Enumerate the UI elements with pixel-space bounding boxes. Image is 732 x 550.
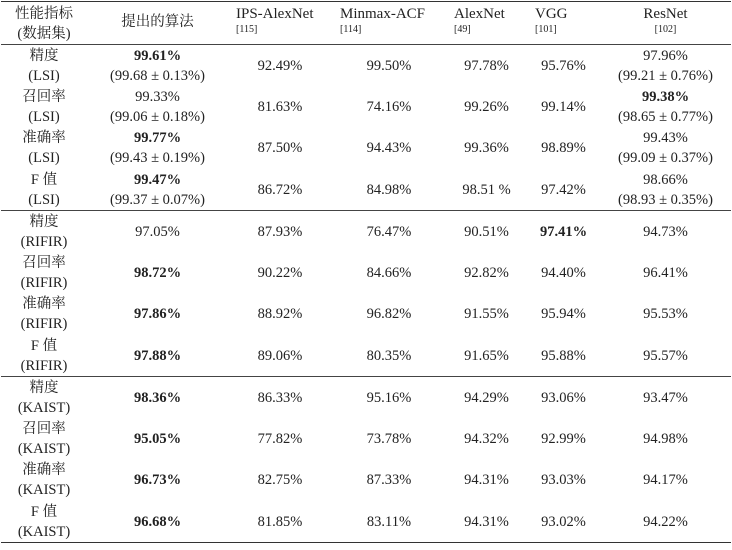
metric-cell — [1, 377, 87, 419]
method-value: 77.82% — [257, 430, 303, 447]
method-value-cell — [332, 211, 446, 253]
method-value: 94.32% — [464, 430, 509, 447]
resnet-value: 94.98% — [643, 430, 688, 447]
method-value-cell — [527, 460, 600, 502]
method-value-cell — [332, 128, 446, 170]
method-value: 82.75% — [257, 472, 303, 489]
method-value-cell — [228, 418, 332, 460]
comparison-table — [1, 1, 731, 543]
metric-label: 精度 — [29, 379, 59, 396]
method-value: 92.99% — [541, 430, 586, 447]
metric-label: 精度 — [29, 47, 59, 64]
resnet-value: 95.53% — [643, 306, 688, 323]
method-value-cell — [446, 460, 527, 502]
dataset-label: (KAIST) — [17, 399, 71, 416]
method-value-cell — [527, 501, 600, 543]
method-value-cell — [332, 501, 446, 543]
method-value: 89.06% — [257, 347, 303, 364]
table-row — [1, 45, 731, 87]
method-value-cell — [527, 211, 600, 253]
resnet-value-cell — [600, 418, 731, 460]
table-row — [1, 294, 731, 336]
resnet-value: 99.38% — [641, 88, 690, 105]
method-value-cell — [228, 211, 332, 253]
dataset-label: (RIFIR) — [20, 357, 68, 374]
dataset-label: (LSI) — [28, 191, 60, 208]
proposed-value: 98.36% — [133, 389, 182, 406]
method-value: 90.22% — [257, 264, 303, 281]
method-value: 92.82% — [464, 264, 509, 281]
method-value-cell — [446, 377, 527, 419]
metric-label: 召回率 — [22, 420, 66, 437]
method-value-cell — [527, 418, 600, 460]
method-value-cell — [527, 128, 600, 170]
header-method-2 — [446, 2, 527, 45]
header-method-ref: [115] — [236, 24, 258, 35]
metric-label: 准确率 — [22, 462, 66, 479]
resnet-value-cell — [600, 460, 731, 502]
proposed-value-cell — [87, 501, 228, 543]
metric-cell — [1, 169, 87, 211]
method-value-cell — [332, 460, 446, 502]
method-value: 81.85% — [257, 513, 303, 530]
resnet-value: 94.73% — [643, 223, 688, 240]
resnet-value-cell — [600, 335, 731, 377]
method-value-cell — [332, 252, 446, 294]
method-value: 74.16% — [366, 98, 412, 115]
header-dataset-label: (数据集) — [17, 26, 71, 42]
header-method-0 — [228, 2, 332, 45]
method-value-cell — [446, 128, 527, 170]
method-value-cell — [228, 252, 332, 294]
resnet-value-cell — [600, 45, 731, 87]
proposed-value-cell — [87, 211, 228, 253]
header-proposed — [87, 2, 228, 45]
method-value: 80.35% — [366, 347, 412, 364]
method-value-cell — [228, 501, 332, 543]
method-value-cell — [332, 294, 446, 336]
header-method-name: AlexNet — [454, 6, 505, 22]
proposed-value: 97.86% — [133, 306, 182, 323]
table-row — [1, 169, 731, 211]
header-method-name: IPS-AlexNet — [236, 6, 314, 22]
method-value: 93.02% — [541, 513, 586, 530]
metric-cell — [1, 45, 87, 87]
header-method-name: VGG — [535, 6, 568, 22]
resnet-value: 98.66% — [643, 171, 688, 188]
table-row — [1, 86, 731, 128]
header-method-ref: [49] — [454, 24, 471, 35]
method-value: 95.76% — [541, 57, 586, 74]
method-value-cell — [527, 86, 600, 128]
method-value-cell — [446, 45, 527, 87]
method-value-cell — [527, 45, 600, 87]
method-value-cell — [332, 377, 446, 419]
table-row — [1, 418, 731, 460]
method-value-cell — [332, 86, 446, 128]
method-value: 95.94% — [541, 306, 586, 323]
method-value: 87.33% — [366, 472, 412, 489]
proposed-value-cell — [87, 294, 228, 336]
metric-cell — [1, 211, 87, 253]
metric-label: 准确率 — [22, 296, 66, 313]
metric-label: 精度 — [29, 213, 59, 230]
table-row — [1, 335, 731, 377]
metric-label: 召回率 — [22, 254, 66, 271]
method-value: 95.88% — [541, 347, 586, 364]
method-value-cell — [446, 418, 527, 460]
metric-cell — [1, 501, 87, 543]
method-value-cell — [446, 86, 527, 128]
metric-cell — [1, 460, 87, 502]
proposed-value: 99.61% — [133, 47, 182, 64]
proposed-mean-std: (99.68 ± 0.13%) — [110, 67, 205, 84]
proposed-mean-std: (99.43 ± 0.19%) — [110, 150, 205, 167]
header-method-4 — [600, 2, 731, 45]
method-value-cell — [332, 335, 446, 377]
method-value: 84.98% — [366, 181, 412, 198]
resnet-value: 94.17% — [643, 472, 688, 489]
method-value: 94.31% — [464, 513, 509, 530]
dataset-label: (KAIST) — [17, 440, 71, 457]
method-value: 91.55% — [464, 306, 509, 323]
method-value: 99.36% — [464, 140, 509, 157]
table-row — [1, 377, 731, 419]
resnet-value: 95.57% — [643, 347, 688, 364]
proposed-value: 98.72% — [133, 264, 182, 281]
resnet-value-cell — [600, 294, 731, 336]
method-value-cell — [446, 252, 527, 294]
method-value: 73.78% — [366, 430, 412, 447]
proposed-mean-std: (99.37 ± 0.07%) — [110, 191, 205, 208]
method-value: 97.78% — [464, 57, 509, 74]
resnet-value: 99.43% — [643, 130, 688, 147]
method-value: 86.33% — [257, 389, 303, 406]
resnet-value-cell — [600, 86, 731, 128]
metric-cell — [1, 86, 87, 128]
metric-cell — [1, 128, 87, 170]
method-value: 98.51 % — [462, 181, 511, 198]
dataset-label: (LSI) — [28, 67, 60, 84]
header-method-name: ResNet — [643, 6, 688, 22]
metric-cell — [1, 252, 87, 294]
table-row — [1, 252, 731, 294]
resnet-mean-std: (98.65 ± 0.77%) — [618, 108, 713, 125]
method-value-cell — [527, 169, 600, 211]
method-value: 98.89% — [541, 140, 586, 157]
method-value: 91.65% — [464, 347, 509, 364]
method-value-cell — [446, 501, 527, 543]
metric-label: 准确率 — [22, 130, 66, 147]
method-value: 97.41% — [539, 223, 588, 240]
resnet-value: 93.47% — [643, 389, 688, 406]
method-value: 76.47% — [366, 223, 412, 240]
resnet-value: 94.22% — [643, 513, 688, 530]
table-header-row — [1, 2, 731, 45]
method-value-cell — [228, 169, 332, 211]
proposed-value: 95.05% — [133, 430, 182, 447]
resnet-value-cell — [600, 211, 731, 253]
header-proposed-label: 提出的算法 — [121, 14, 194, 30]
resnet-mean-std: (99.09 ± 0.37%) — [618, 150, 713, 167]
dataset-label: (RIFIR) — [20, 233, 68, 250]
dataset-label: (KAIST) — [17, 482, 71, 499]
method-value-cell — [228, 335, 332, 377]
method-value: 94.40% — [541, 264, 586, 281]
method-value-cell — [332, 418, 446, 460]
method-value-cell — [527, 335, 600, 377]
method-value-cell — [446, 335, 527, 377]
proposed-value-cell — [87, 377, 228, 419]
resnet-mean-std: (98.93 ± 0.35%) — [618, 191, 713, 208]
proposed-value: 99.33% — [135, 88, 180, 105]
proposed-value: 97.88% — [133, 347, 182, 364]
method-value-cell — [228, 128, 332, 170]
method-value: 94.31% — [464, 472, 509, 489]
resnet-value-cell — [600, 377, 731, 419]
metric-cell — [1, 294, 87, 336]
method-value-cell — [332, 45, 446, 87]
header-metric-label: 性能指标 — [15, 6, 73, 22]
table-row — [1, 128, 731, 170]
method-value: 99.50% — [366, 57, 412, 74]
method-value-cell — [527, 294, 600, 336]
method-value: 94.29% — [464, 389, 509, 406]
method-value: 83.11% — [366, 513, 412, 530]
comparison-table-container — [1, 1, 731, 543]
method-value: 90.51% — [464, 223, 509, 240]
proposed-value-cell — [87, 128, 228, 170]
method-value: 87.50% — [257, 140, 303, 157]
metric-cell — [1, 335, 87, 377]
method-value-cell — [446, 294, 527, 336]
method-value: 92.49% — [257, 57, 303, 74]
proposed-value-cell — [87, 45, 228, 87]
dataset-label: (RIFIR) — [20, 316, 68, 333]
method-value-cell — [527, 252, 600, 294]
resnet-value: 96.41% — [643, 264, 688, 281]
proposed-value-cell — [87, 335, 228, 377]
proposed-mean-std: (99.06 ± 0.18%) — [110, 108, 205, 125]
metric-label: 召回率 — [22, 88, 66, 105]
resnet-value: 97.96% — [643, 47, 688, 64]
method-value-cell — [228, 460, 332, 502]
method-value-cell — [228, 86, 332, 128]
method-value: 87.93% — [257, 223, 303, 240]
resnet-mean-std: (99.21 ± 0.76%) — [618, 67, 713, 84]
proposed-value: 97.05% — [135, 223, 180, 240]
method-value: 94.43% — [366, 140, 412, 157]
method-value: 97.42% — [541, 181, 586, 198]
method-value-cell — [228, 45, 332, 87]
header-method-3 — [527, 2, 600, 45]
resnet-value-cell — [600, 252, 731, 294]
method-value: 95.16% — [366, 389, 412, 406]
header-method-1 — [332, 2, 446, 45]
dataset-label: (LSI) — [28, 108, 60, 125]
dataset-label: (LSI) — [28, 150, 60, 167]
metric-cell — [1, 418, 87, 460]
resnet-value-cell — [600, 169, 731, 211]
resnet-value-cell — [600, 128, 731, 170]
header-method-ref: [101] — [535, 24, 557, 35]
method-value-cell — [332, 169, 446, 211]
method-value: 96.82% — [366, 306, 412, 323]
method-value: 99.14% — [541, 98, 586, 115]
method-value: 99.26% — [464, 98, 509, 115]
method-value-cell — [228, 294, 332, 336]
header-method-ref: [114] — [340, 24, 362, 35]
proposed-value: 99.47% — [133, 171, 182, 188]
metric-label: F 值 — [30, 503, 58, 520]
proposed-value-cell — [87, 460, 228, 502]
method-value-cell — [228, 377, 332, 419]
proposed-value: 96.73% — [133, 472, 182, 489]
header-method-name: Minmax-ACF — [340, 6, 426, 22]
metric-label: F 值 — [30, 337, 58, 354]
table-row — [1, 460, 731, 502]
method-value: 86.72% — [257, 181, 303, 198]
method-value: 88.92% — [257, 306, 303, 323]
dataset-label: (KAIST) — [17, 523, 71, 540]
dataset-label: (RIFIR) — [20, 274, 68, 291]
proposed-value-cell — [87, 169, 228, 211]
proposed-value-cell — [87, 86, 228, 128]
method-value-cell — [446, 169, 527, 211]
table-row — [1, 211, 731, 253]
header-metric — [1, 2, 87, 45]
metric-label: F 值 — [30, 171, 58, 188]
proposed-value: 99.77% — [133, 130, 182, 147]
proposed-value-cell — [87, 252, 228, 294]
proposed-value: 96.68% — [133, 513, 182, 530]
table-body — [1, 45, 731, 543]
header-method-ref: [102] — [654, 24, 677, 35]
proposed-value-cell — [87, 418, 228, 460]
method-value: 93.03% — [541, 472, 586, 489]
method-value-cell — [446, 211, 527, 253]
table-row — [1, 501, 731, 543]
resnet-value-cell — [600, 501, 731, 543]
method-value: 81.63% — [257, 98, 303, 115]
method-value: 84.66% — [366, 264, 412, 281]
method-value-cell — [527, 377, 600, 419]
method-value: 93.06% — [541, 389, 586, 406]
